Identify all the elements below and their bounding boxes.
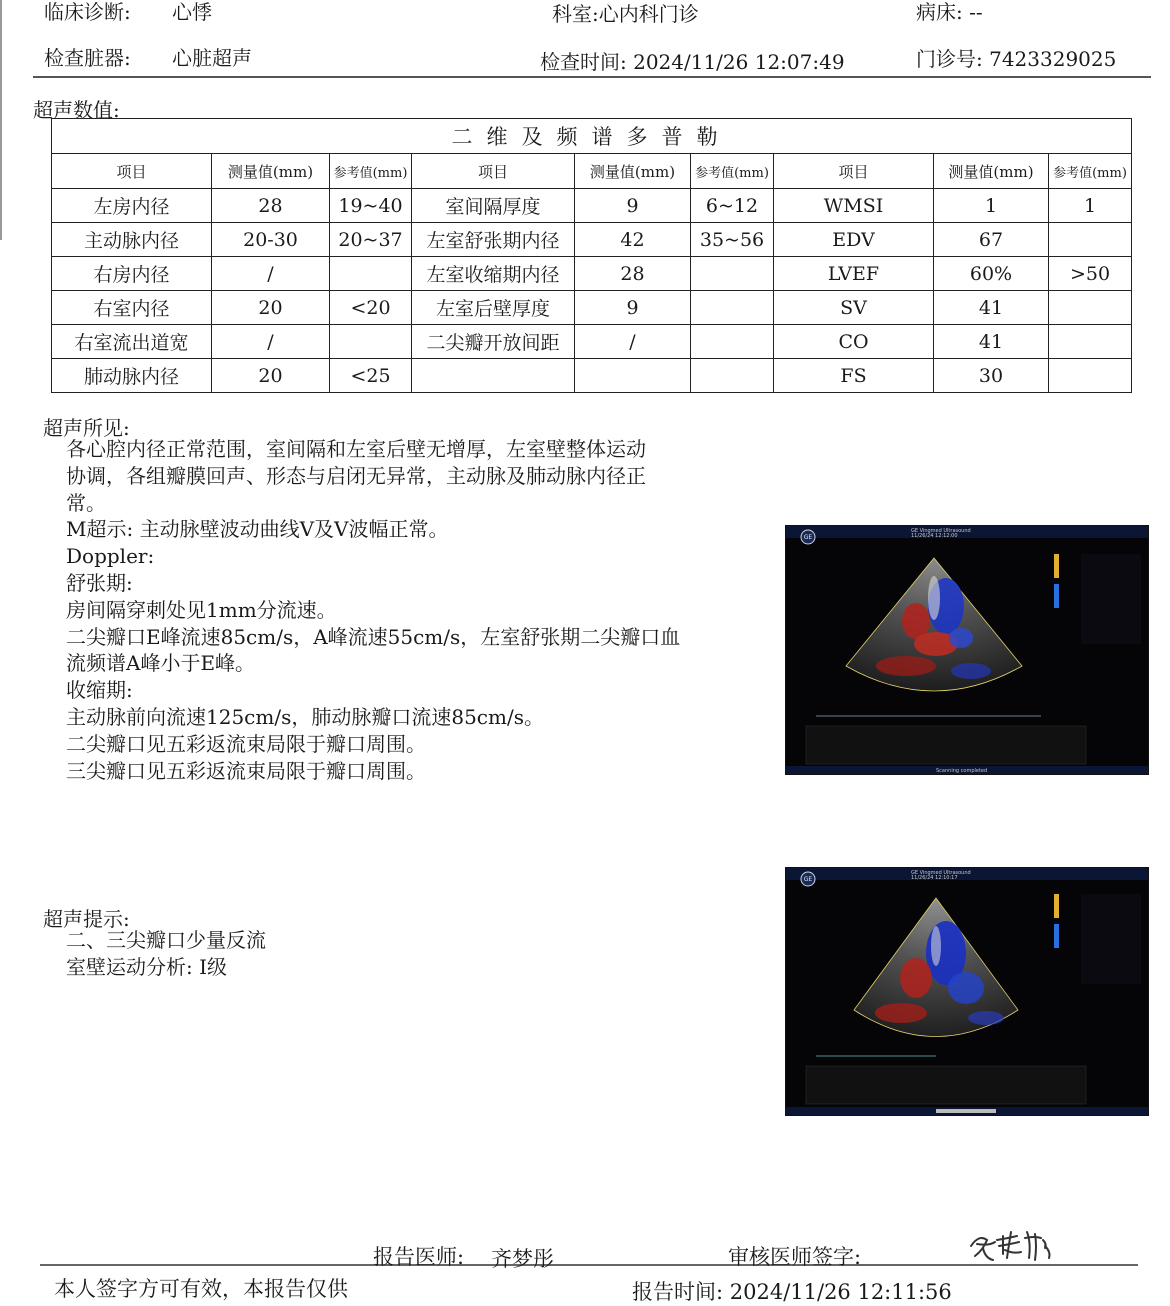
findings-line: 舒张期: — [66, 570, 133, 595]
table-cell — [330, 257, 412, 291]
table-cell: 35~56 — [691, 223, 774, 257]
ultrasound-image-1 — [785, 525, 1149, 775]
impression-text — [66, 927, 266, 981]
table-cell — [575, 359, 691, 393]
left-edge-line — [0, 0, 2, 240]
findings-line: 收缩期: — [66, 678, 133, 703]
table-cell: 9 — [575, 291, 691, 325]
findings-line: M超示: 主动脉壁波动曲线V及V波幅正常。 — [66, 517, 449, 542]
table-cell: / — [212, 325, 330, 359]
table-cell: 30 — [934, 359, 1049, 393]
table-cell: 60% — [934, 257, 1049, 291]
table-cell: 室间隔厚度 — [412, 189, 575, 223]
table-cell: 1 — [934, 189, 1049, 223]
findings-title: 超声所见: — [43, 416, 130, 440]
diagnosis-value: 心悸 — [172, 0, 212, 24]
table-cell: EDV — [774, 223, 934, 257]
table-cell: 主动脉内径 — [52, 223, 212, 257]
findings-line: 主动脉前向流速125cm/s，肺动脉瓣口流速85cm/s。 — [66, 704, 544, 729]
findings-text — [66, 436, 680, 784]
reviewer-signature — [965, 1224, 1060, 1266]
table-cell: 28 — [575, 257, 691, 291]
impression-line: 室壁运动分析: Ⅰ级 — [66, 954, 227, 979]
table-cell: / — [575, 325, 691, 359]
table-cell: 右室流出道宽 — [52, 325, 212, 359]
table-cell: 左室舒张期内径 — [412, 223, 575, 257]
impression-line: 二、三尖瓣口少量反流 — [66, 928, 266, 952]
table-cell: 20-30 — [212, 223, 330, 257]
column-header: 参考值(mm) — [691, 154, 774, 189]
column-header: 参考值(mm) — [330, 154, 412, 189]
organ-value: 心脏超声 — [172, 46, 252, 70]
findings-line: 二尖瓣口见五彩返流束局限于瓣口周围。 — [66, 731, 426, 756]
table-cell — [691, 359, 774, 393]
image-vendor: GE Vingmed Ultrasound — [911, 870, 971, 876]
table-cell: 左室收缩期内径 — [412, 257, 575, 291]
report-notice: 本人签字方可有效，本报告仅供 — [54, 1277, 348, 1301]
table-row — [52, 291, 1132, 325]
findings-line: Doppler: — [66, 544, 155, 569]
report-time: 报告时间: 2024/11/26 12:11:56 — [632, 1280, 952, 1304]
table-header-row — [52, 154, 1132, 189]
table-row — [52, 359, 1132, 393]
table-cell: 左室后壁厚度 — [412, 291, 575, 325]
findings-line: 各心腔内径正常范围，室间隔和左室后壁无增厚，左室壁整体运动 — [66, 437, 646, 461]
organ-label: 检查脏器: — [44, 46, 131, 70]
table-row — [52, 189, 1132, 223]
table-cell: 9 — [575, 189, 691, 223]
report-doctor-label: 报告医师: — [373, 1245, 465, 1269]
reviewer-label: 审核医师签字: — [728, 1245, 862, 1269]
image-vendor: GE Vingmed Ultrasound — [911, 528, 971, 534]
clinic-number: 门诊号: 7423329025 — [916, 47, 1117, 71]
table-cell: / — [212, 257, 330, 291]
impression-title: 超声提示: — [43, 907, 130, 931]
values-section-title: 超声数值: — [33, 98, 120, 122]
image-datetime: 11/26/24 12:10:17 — [911, 875, 958, 881]
column-header: 项目 — [412, 154, 575, 189]
image-datetime: 11/26/24 12:12:00 — [911, 533, 958, 539]
findings-line: 常。 — [66, 490, 106, 515]
table-cell: 41 — [934, 291, 1049, 325]
table-cell: FS — [774, 359, 934, 393]
table-cell: 41 — [934, 325, 1049, 359]
department: 科室:心内科门诊 — [552, 2, 699, 26]
table-cell — [1049, 359, 1132, 393]
table-row — [52, 223, 1132, 257]
table-cell — [1049, 325, 1132, 359]
table-title: 二维及频谱多普勒 — [52, 119, 1132, 154]
table-cell — [1049, 223, 1132, 257]
table-row — [52, 257, 1132, 291]
table-cell — [691, 325, 774, 359]
table-row — [52, 325, 1132, 359]
findings-line: 流频谱A峰小于E峰。 — [66, 651, 256, 676]
table-cell: 67 — [934, 223, 1049, 257]
column-header: 测量值(mm) — [212, 154, 330, 189]
table-cell: 6~12 — [691, 189, 774, 223]
table-cell — [1049, 291, 1132, 325]
table-cell: CO — [774, 325, 934, 359]
ge-logo: GE — [803, 876, 813, 883]
table-cell: 28 — [212, 189, 330, 223]
table-cell: 19~40 — [330, 189, 412, 223]
table-cell — [330, 325, 412, 359]
table-cell: >50 — [1049, 257, 1132, 291]
column-header: 项目 — [52, 154, 212, 189]
findings-line: 二尖瓣口E峰流速85cm/s，A峰流速55cm/s，左室舒张期二尖瓣口血 — [66, 624, 681, 649]
table-cell: SV — [774, 291, 934, 325]
table-cell: 20~37 — [330, 223, 412, 257]
ultrasound-image-2 — [785, 867, 1149, 1116]
table-cell: 20 — [212, 359, 330, 393]
table-cell — [691, 291, 774, 325]
report-doctor-name: 齐梦彤 — [491, 1247, 554, 1271]
exam-time: 检查时间: 2024/11/26 12:07:49 — [540, 50, 845, 74]
column-header: 测量值(mm) — [934, 154, 1049, 189]
table-cell: 右房内径 — [52, 257, 212, 291]
table-cell: LVEF — [774, 257, 934, 291]
measurement-table — [51, 118, 1132, 393]
table-cell: 肺动脉内径 — [52, 359, 212, 393]
diagnosis-label: 临床诊断: — [44, 0, 131, 24]
findings-line: 三尖瓣口见五彩返流束局限于瓣口周围。 — [66, 758, 426, 783]
table-cell: WMSI — [774, 189, 934, 223]
table-cell: 42 — [575, 223, 691, 257]
image-status: Scanning completed — [936, 768, 988, 774]
column-header: 项目 — [774, 154, 934, 189]
table-cell: <25 — [330, 359, 412, 393]
table-cell: 20 — [212, 291, 330, 325]
header-divider — [33, 76, 1151, 78]
column-header: 测量值(mm) — [575, 154, 691, 189]
findings-line: 房间隔穿刺处见1mm分流速。 — [66, 597, 337, 622]
table-cell — [691, 257, 774, 291]
bed: 病床: -- — [916, 0, 983, 24]
table-cell: 二尖瓣开放间距 — [412, 325, 575, 359]
column-header: 参考值(mm) — [1049, 154, 1132, 189]
table-cell: 1 — [1049, 189, 1132, 223]
ge-logo: GE — [803, 534, 813, 541]
table-cell: <20 — [330, 291, 412, 325]
table-cell: 左房内径 — [52, 189, 212, 223]
findings-line: 协调，各组瓣膜回声、形态与启闭无异常，主动脉及肺动脉内径正 — [66, 463, 646, 488]
table-cell — [412, 359, 575, 393]
table-cell: 右室内径 — [52, 291, 212, 325]
